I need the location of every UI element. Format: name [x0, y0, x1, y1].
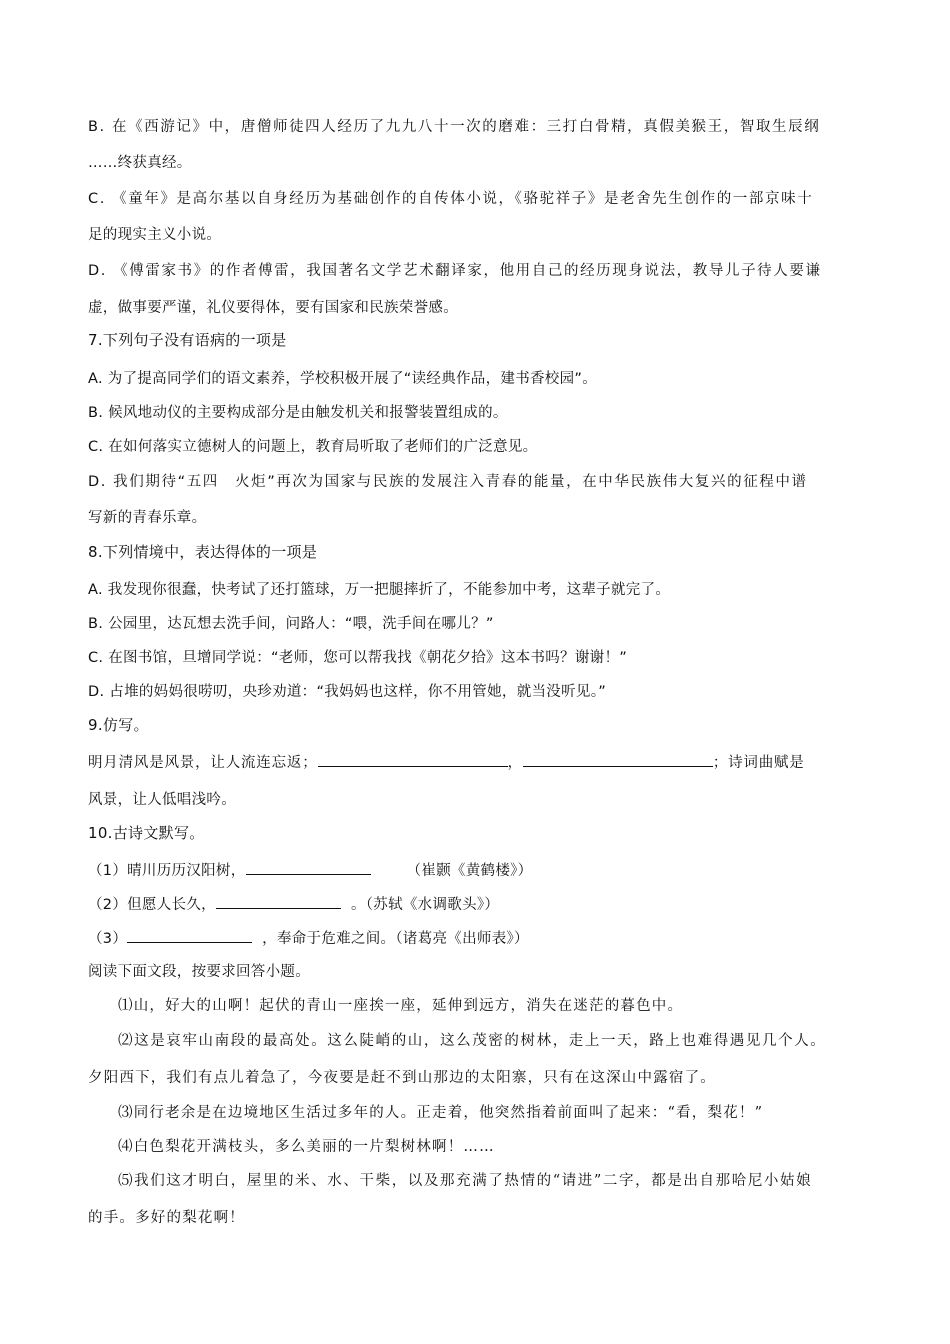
q6-option-c-line2: 足的现实主义小说。	[88, 227, 222, 243]
q10-item3-blank[interactable]	[127, 928, 252, 943]
q6-option-b-line1: B. 在《西游记》中，唐僧师徒四人经历了九九八十一次的磨难：三打白骨精，真假美猴王，智取生辰纲	[88, 119, 821, 135]
q8-option-a: A. 我发现你很蠢，快考试了还打篮球，万一把腿摔折了，不能参加中考，这辈子就完了。	[88, 582, 671, 598]
q8-option-b: B. 公园里，达瓦想去洗手间，问路人：“喂，洗手间在哪儿？”	[88, 616, 494, 632]
q6-option-c-line1: C. 《童年》是高尔基以自身经历为基础创作的自传体小说，《骆驼祥子》是老舍先生创作的一部京味十	[88, 191, 814, 207]
q9-blank-1[interactable]	[318, 752, 508, 767]
reading-intro: 阅读下面文段，按要求回答小题。	[88, 964, 310, 980]
reading-paragraph-5-line1: ⑸我们这才明白，屋里的米、水、干柴，以及那充满了热情的“请进”二字，都是出自那哈尼小姑娘	[118, 1173, 813, 1189]
q7-option-c: C. 在如何落实立德树人的问题上，教育局听取了老师们的广泛意见。	[88, 439, 538, 455]
q9-prefix: 明月清风是风景，让人流连忘返；	[88, 755, 318, 771]
q9-comma: ，	[507, 755, 523, 771]
q10-item2-source: 。（苏轼《水调歌头》）	[350, 897, 500, 913]
q7-option-d-line2: 写新的青春乐章。	[88, 510, 207, 526]
q8-option-c: C. 在图书馆，旦增同学说：“老师，您可以帮我找《朝花夕拾》这本书吗？谢谢！”	[88, 650, 628, 666]
reading-paragraph-1: ⑴山，好大的山啊！起伏的青山一座挨一座，延伸到远方，消失在迷茫的暮色中。	[118, 998, 684, 1014]
reading-paragraph-2-line1: ⑵这是哀牢山南段的最高处。这么陡峭的山，这么茂密的树林，走上一天，路上也难得遇见几个人。	[118, 1033, 827, 1049]
q10-item-2	[88, 894, 868, 915]
q7-option-d-line1: D. 我们期待“五四 火炬”再次为国家与民族的发展注入青春的能量，在中华民族伟大复兴的征程中谱	[88, 474, 808, 490]
q7-title: 7.下列句子没有语病的一项是	[88, 331, 287, 349]
q9-title: 9.仿写。	[88, 716, 149, 734]
q10-title: 10.古诗文默写。	[88, 824, 205, 842]
q6-option-d-line2: 虚，做事要严谨，礼仪要得体，要有国家和民族荣誉感。	[88, 300, 458, 316]
q10-item1-source: （崔颢《黄鹤楼》）	[406, 863, 533, 879]
q10-item-1	[88, 860, 868, 881]
q8-title: 8.下列情境中，表达得体的一项是	[88, 543, 318, 561]
q8-option-d: D. 占堆的妈妈很唠叨，央珍劝道：“我妈妈也这样，你不用管她，就当没听见。”	[88, 684, 607, 700]
q10-item1-blank[interactable]	[246, 860, 371, 875]
q6-option-d-line1: D. 《傅雷家书》的作者傅雷，我国著名文学艺术翻译家，他用自己的经历现身说法，教导儿子待人要谦	[88, 263, 822, 279]
q7-option-a: A. 为了提高同学们的语文素养，学校积极开展了“读经典作品，建书香校园”。	[88, 371, 598, 387]
q10-item2-blank[interactable]	[216, 894, 341, 909]
q9-prompt-line2: 风景，让人低唱浅吟。	[88, 792, 236, 808]
q9-suffix: ；诗词曲赋是	[712, 755, 805, 771]
q10-item2-text: （2）但愿人长久，	[88, 897, 216, 913]
q7-option-b: B. 候风地动仪的主要构成部分是由触发机关和报警装置组成的。	[88, 405, 508, 421]
reading-paragraph-4: ⑷白色梨花开满枝头，多么美丽的一片梨树林啊！……	[118, 1139, 495, 1155]
reading-paragraph-5-line2: 的手。多好的梨花啊！	[88, 1210, 245, 1226]
q9-blank-2[interactable]	[523, 752, 713, 767]
q9-prompt-line1	[88, 752, 868, 773]
reading-paragraph-2-line2: 夕阳西下，我们有点儿着急了，今夜要是赶不到山那边的太阳寨，只有在这深山中露宿了。	[88, 1070, 716, 1086]
reading-paragraph-3: ⑶同行老余是在边境地区生活过多年的人。正走着，他突然指着前面叫了起来：“看，梨花！”	[118, 1105, 764, 1121]
q6-option-b-line2: ……终获真经。	[88, 155, 192, 171]
q10-item1-text: （1）晴川历历汉阳树，	[88, 863, 246, 879]
q10-item-3	[88, 928, 868, 949]
q10-item3-source: ，奉命于危难之间。（诸葛亮《出师表》）	[262, 931, 529, 947]
q10-item3-text: （3）	[88, 931, 128, 947]
